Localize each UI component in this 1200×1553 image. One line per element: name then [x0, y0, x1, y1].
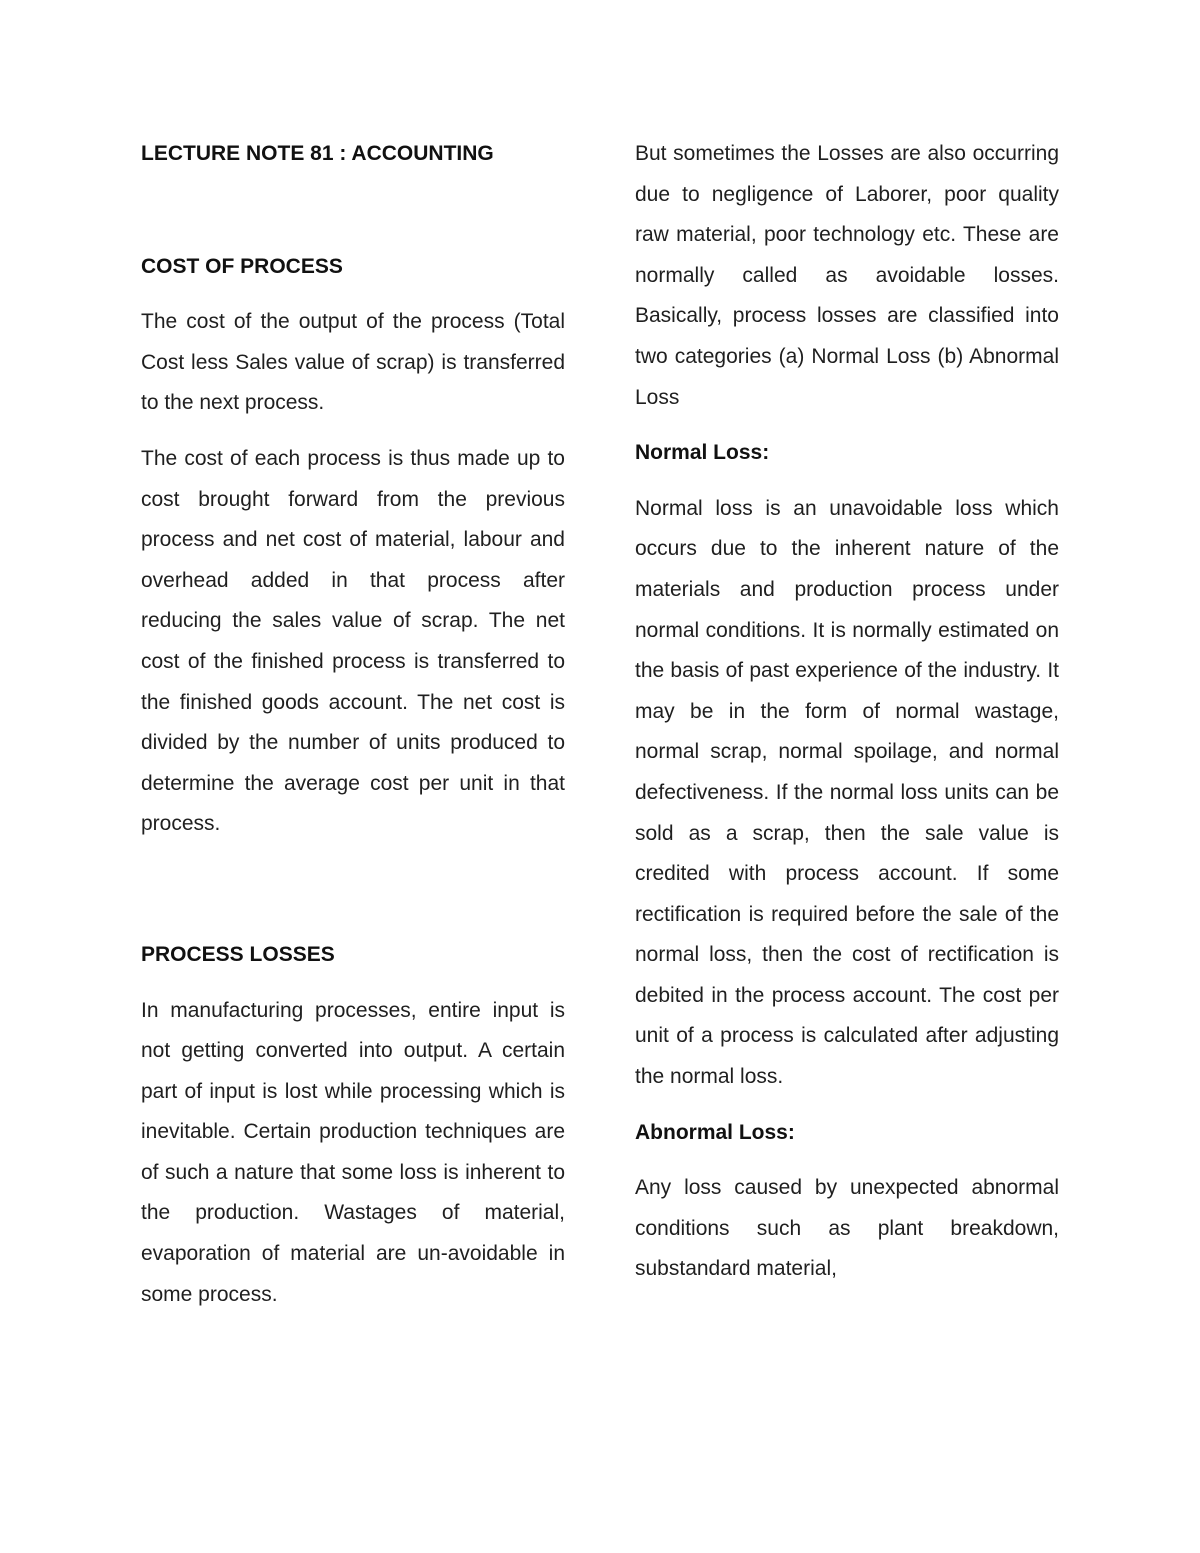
paragraph-process-losses: In manufacturing processes, entire input is not getting converted into output. A certain part of input is lost while processing which is inevitable. Certain production techniques are of such a nature that some loss is inherent to the production. Wastages of material, evaporation of material are un-avoidable in some process.	[141, 998, 565, 1306]
right-column	[635, 134, 1059, 1290]
left-column	[141, 134, 565, 1315]
document-title: LECTURE NOTE 81 : ACCOUNTING	[141, 142, 494, 165]
section-heading-cost-of-process: COST OF PROCESS	[141, 254, 343, 278]
section-heading-normal-loss: Normal Loss:	[635, 441, 770, 465]
paragraph-abnormal-loss: Any loss caused by unexpected abnormal conditions such as plant breakdown, substandard material,	[635, 1176, 1059, 1281]
paragraph-cost-each-process: The cost of each process is thus made up to cost brought forward from the previous process and net cost of material, labour and overhead added in that process after reducing the sales value of scrap. The net cost of the finished process is transferred to the finished goods account. The net cost is divided by the number of units produced to determine the average cost per unit in that process.	[141, 446, 565, 836]
section-heading-process-losses: PROCESS LOSSES	[141, 942, 335, 966]
paragraph-normal-loss: Normal loss is an unavoidable loss which occurs due to the inherent nature of the materials and production process under normal conditions. It is normally estimated on the basis of past experience of the industry. It may be in the form of normal wastage, normal scrap, normal spoilage, and normal defectiveness. If the normal loss units can be sold as a scrap, then the sale value is credited with process account. If some rectification is required before the sale of the normal loss, then the cost of rectification is debited in the process account. The cost per unit of a process is calculated after adjusting the normal loss.	[635, 496, 1059, 1089]
paragraph-avoidable-losses: But sometimes the Losses are also occurring due to negligence of Laborer, poor quality raw material, poor technology etc. These are normally called as avoidable losses. Basically, process losses are classified into two categories (a) Normal Loss (b) Abnormal Loss	[635, 142, 1059, 409]
section-heading-abnormal-loss: Abnormal Loss:	[635, 1120, 795, 1144]
paragraph-cost-output: The cost of the output of the process (Total Cost less Sales value of scrap) is transferred to the next process.	[141, 310, 565, 415]
